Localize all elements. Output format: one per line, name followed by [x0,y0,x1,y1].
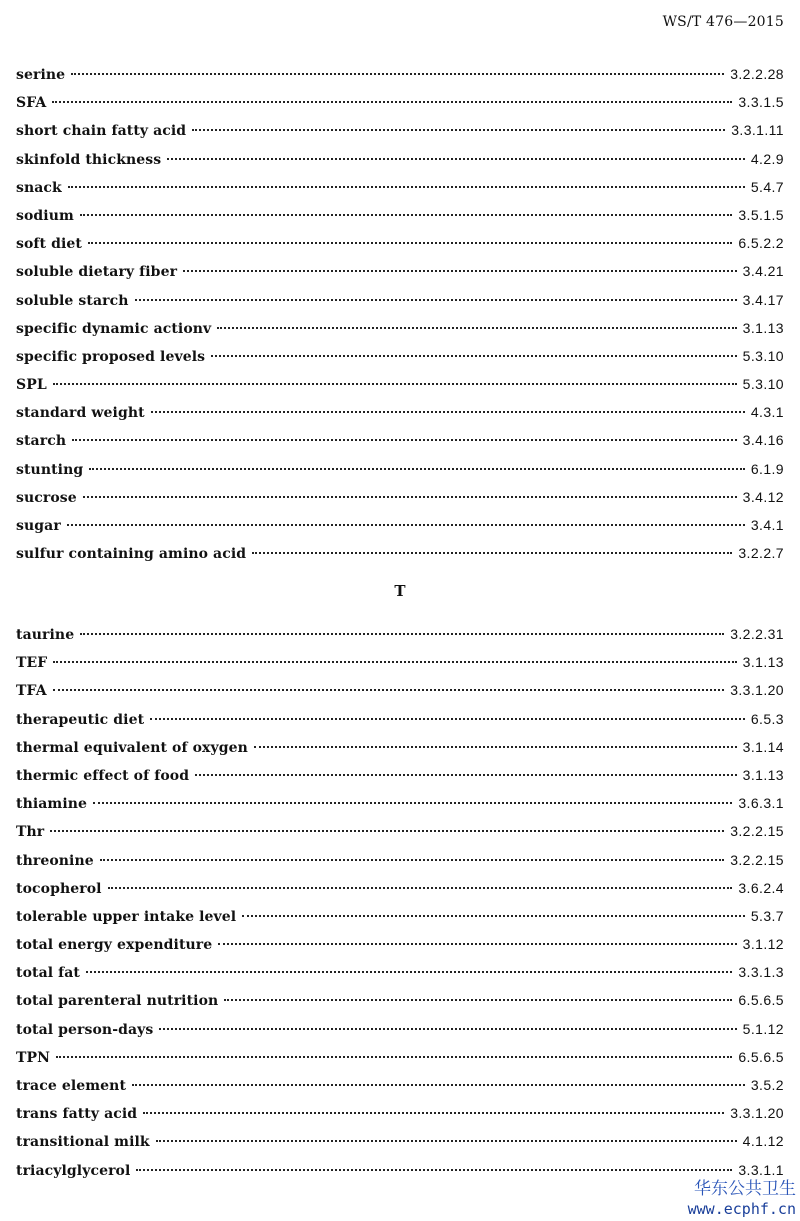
index-entry [16,902,784,930]
dot-leader [67,524,745,526]
dot-leader [53,689,724,691]
index-entry [16,426,784,454]
index-term: TEF [16,655,48,672]
index-entry [16,817,784,845]
dot-leader [143,1112,724,1114]
index-reference: 3.2.2.15 [730,823,784,840]
dot-leader [56,1056,732,1058]
index-entry [16,398,784,426]
index-reference: 6.1.9 [750,460,784,477]
index-term: Thr [16,824,45,841]
index-term: tolerable upper intake level [16,908,237,925]
index-entry [16,620,784,648]
dot-leader [72,439,737,441]
index-term: skinfold thickness [16,151,162,168]
index-reference: 3.3.1.3 [738,964,784,981]
index-reference: 4.1.12 [742,1133,784,1150]
dot-leader [135,299,737,301]
index-section-t [16,620,784,1184]
index-term: taurine [16,627,75,643]
site-watermark [688,1179,796,1219]
index-term: soluble dietary fiber [16,264,178,281]
dot-leader [159,1028,736,1030]
dot-leader [254,746,737,748]
index-reference: 3.1.13 [742,654,784,671]
index-reference: 3.3.1.11 [731,122,784,139]
index-entry [16,1043,784,1071]
index-reference: 5.3.10 [742,376,784,393]
index-entry [16,342,784,370]
dot-leader [89,468,745,470]
index-reference: 3.3.1.20 [730,1105,784,1122]
dot-leader [183,270,737,272]
index-entry [16,257,784,285]
index-reference: 4.3.1 [750,404,784,421]
dot-leader [50,830,724,832]
index-term: stunting [16,461,84,478]
index-term: thermic effect of food [16,767,190,784]
index-entry [16,676,784,704]
index-term: SPL [16,377,47,394]
index-term: thermal equivalent of oxygen [16,739,248,756]
index-reference: 5.3.7 [750,907,784,924]
index-entry [16,286,784,314]
index-reference: 3.2.2.15 [730,851,784,868]
index-entry [16,874,784,902]
document-id-header: WS/T 476—2015 [662,14,784,30]
index-entry [16,173,784,201]
index-term: total energy expenditure [16,937,213,954]
index-term: sodium [16,207,74,224]
index-term: therapeutic diet [16,711,145,728]
dot-leader [88,242,732,244]
index-reference: 3.6.3.1 [738,795,784,812]
index-term: soft diet [16,236,82,253]
index-term: soluble starch [16,292,129,309]
index-reference: 3.2.2.31 [730,626,784,642]
index-term: serine [16,67,66,83]
section-letter-heading: T [394,582,406,600]
index-reference: 6.5.3 [750,710,784,727]
index-term: trans fatty acid [16,1106,138,1123]
index-entry [16,511,784,539]
index-entry [16,958,784,986]
index-term: transitional milk [16,1134,150,1151]
index-reference: 5.3.10 [742,347,784,364]
index-reference: 3.1.13 [742,319,784,336]
index-term: sugar [16,518,61,534]
index-reference: 5.4.7 [750,178,784,195]
index-entry [16,930,784,958]
dot-leader [132,1084,745,1086]
index-entry [16,648,784,676]
index-entry [16,483,784,511]
dot-leader [224,999,732,1001]
dot-leader [156,1140,737,1142]
index-entry [16,986,784,1014]
index-reference: 3.4.12 [742,488,784,505]
index-entry [16,761,784,789]
dot-leader [217,327,736,329]
index-entry [16,1015,784,1043]
dot-leader [93,802,732,804]
dot-leader [167,158,745,160]
index-entry [16,539,784,567]
dot-leader [71,73,724,75]
index-term: SFA [16,95,47,112]
index-term: total parenteral nutrition [16,993,219,1010]
index-reference: 6.5.6.5 [738,992,784,1009]
index-reference: 3.5.2 [750,1077,784,1093]
index-entry [16,314,784,342]
dot-leader [53,661,736,663]
index-term: specific proposed levels [16,348,206,365]
index-term: thiamine [16,796,88,813]
index-reference: 3.3.1.20 [730,682,784,699]
index-reference: 3.6.2.4 [738,879,784,896]
index-entry [16,201,784,229]
index-reference: 3.3.1.1 [738,1161,784,1178]
index-entry [16,1071,784,1099]
dot-leader [83,496,737,498]
index-reference: 5.1.12 [742,1020,784,1037]
index-term: tocopherol [16,880,102,897]
dot-leader [80,633,724,635]
index-term: TFA [16,683,47,700]
index-reference: 3.1.12 [742,936,784,953]
index-reference: 3.2.2.28 [730,66,784,82]
index-reference: 3.2.2.7 [738,545,784,562]
index-term: total fat [16,965,80,982]
dot-leader [53,383,737,385]
index-entry [16,370,784,398]
index-term: sucrose [16,489,77,506]
index-section-s [16,60,784,567]
index-entry [16,705,784,733]
index-entry [16,88,784,116]
dot-leader [211,355,737,357]
index-reference: 3.5.1.5 [738,206,784,223]
index-reference: 3.1.14 [742,738,784,755]
index-entry [16,789,784,817]
watermark-title: 华东公共卫生 [694,1179,796,1199]
index-term: triacylglycerol [16,1162,131,1179]
dot-leader [100,859,724,861]
dot-leader [151,411,745,413]
index-entry [16,846,784,874]
index-entry [16,116,784,144]
dot-leader [52,101,732,103]
dot-leader [195,774,737,776]
index-entry [16,733,784,761]
index-entry [16,1156,784,1184]
dot-leader [86,971,732,973]
index-reference: 6.5.2.2 [738,235,784,252]
index-entry [16,145,784,173]
index-term: total person-days [16,1021,154,1038]
index-reference: 4.2.9 [750,150,784,167]
watermark-url: www.ecphf.cn [687,1200,796,1218]
index-reference: 3.3.1.5 [738,94,784,111]
index-reference: 6.5.6.5 [738,1048,784,1065]
dot-leader [252,552,732,554]
index-entry [16,455,784,483]
index-term: specific dynamic actionv [16,320,212,337]
dot-leader [150,718,745,720]
index-entry [16,229,784,257]
index-term: trace element [16,1078,127,1094]
index-entry [16,1099,784,1127]
index-entry [16,60,784,88]
index-term: starch [16,433,67,450]
index-term: sulfur containing amino acid [16,546,247,563]
index-entry [16,1127,784,1155]
index-term: TPN [16,1049,51,1066]
dot-leader [80,214,732,216]
index-reference: 3.4.16 [742,432,784,449]
dot-leader [242,915,745,917]
dot-leader [108,887,733,889]
dot-leader [68,186,745,188]
index-reference: 3.4.17 [742,291,784,308]
index-reference: 3.1.13 [742,766,784,783]
index-term: snack [16,179,62,196]
index-term: standard weight [16,405,145,422]
dot-leader [218,943,736,945]
index-reference: 3.4.1 [750,517,784,533]
index-reference: 3.4.21 [742,263,784,280]
index-term: short chain fatty acid [16,123,187,140]
index-term: threonine [16,852,94,869]
dot-leader [136,1169,732,1171]
dot-leader [192,129,725,131]
